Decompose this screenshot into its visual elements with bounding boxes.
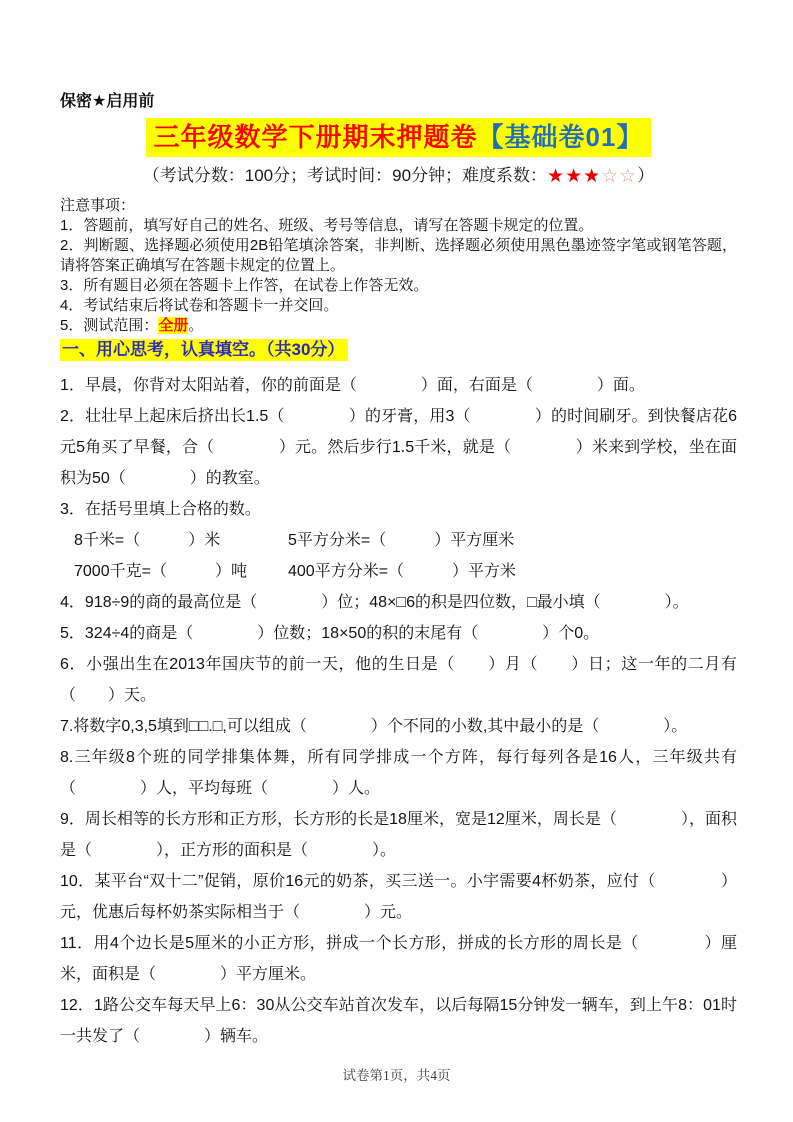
question-3-conversion-row-2 — [60, 556, 737, 587]
exam-info-line — [60, 164, 737, 189]
note-item-5-suffix: 。 — [188, 317, 204, 334]
note-item-5 — [60, 316, 737, 336]
question-3: 3．在括号里填上合格的数。 — [60, 501, 261, 518]
note-item-3: 3．所有题目必须在答题卡上作答，在试卷上作答无效。 — [60, 277, 429, 294]
exam-info-text: （考试分数：100分；考试时间：90分钟；难度系数： — [142, 166, 548, 185]
question-7: 7.将数字0,3,5填到□□.□,可以组成（ ）个不同的小数,其中最小的是（ ）。 — [60, 718, 688, 735]
note-item-4: 4．考试结束后将试卷和答题卡一并交回。 — [60, 297, 339, 314]
notes-section — [60, 196, 737, 336]
question-6: 6．小强出生在2013年国庆节的前一天，他的生日是（ ）月（ ）日；这一年的二月有（ ）天。 — [60, 656, 737, 704]
star-empty-icons: ☆☆ — [601, 166, 638, 187]
section-title: 一、用心思考，认真填空。（共30分） — [60, 339, 348, 361]
question-8: 8.三年级8个班的同学排集体舞，所有同学排成一个方阵，每行每列各是16人，三年级共有（ ）人，平均每班（ ）人。 — [60, 749, 737, 797]
question-2: 2．壮壮早上起床后挤出长1.5（ ）的牙膏，用3（ ）的时间刷牙。到快餐店花6元5角买了早餐，合（ ）元。然后步行1.5千米，就是（ ）米来到学校，坐在面积为50（ ）的教室。 — [60, 408, 737, 487]
question-3-conversion-row-1 — [60, 525, 737, 556]
page-number-text: 试卷第1页，共4页 — [342, 1068, 451, 1083]
question-12: 12．1路公交车每天早上6：30从公交车站首次发车，以后每隔15分钟发一辆车，到上午8：01时一共发了（ ）辆车。 — [60, 997, 737, 1045]
question-4: 4．918÷9的商的最高位是（ ）位；48×□6的积是四位数，□最小填（ ）。 — [60, 594, 689, 611]
scope-highlight: 全册 — [158, 317, 189, 334]
conversion-blank: 400平方分米=（ ）平方米 — [288, 563, 517, 580]
confidential-label: 保密★启用前 — [60, 93, 155, 110]
question-1: 1．早晨，你背对太阳站着，你的前面是（ ）面，右面是（ ）面。 — [60, 377, 645, 394]
note-item-5-prefix: 5．测试范围： — [60, 317, 159, 334]
title-main-text: 三年级数学下册期末押题卷 — [153, 122, 478, 152]
conversion-blank: 7000千克=（ ）吨 — [74, 563, 247, 580]
star-filled-icons: ★★★ — [547, 166, 602, 187]
notes-heading: 注意事项： — [60, 197, 136, 214]
title-volume-text: 【基础卷01】 — [477, 122, 644, 152]
section-header — [60, 339, 737, 361]
title-highlight — [146, 118, 652, 157]
page-title — [60, 118, 737, 157]
conversion-blank: 8千米=（ ）米 — [74, 532, 221, 549]
page-footer — [0, 1064, 793, 1084]
note-item-1: 1．答题前，填写好自己的姓名、班级、考号等信息，请写在答题卡规定的位置。 — [60, 217, 594, 234]
question-9: 9．周长相等的长方形和正方形，长方形的长是18厘米，宽是12厘米，周长是（ ），面积是（ ），正方形的面积是（ ）。 — [60, 811, 737, 859]
conversion-blank: 5平方分米=（ ）平方厘米 — [288, 532, 515, 549]
questions-list — [60, 370, 737, 1052]
question-11: 11．用4个边长是5厘米的小正方形，拼成一个长方形，拼成的长方形的周长是（ ）厘米，面积是（ ）平方厘米。 — [60, 935, 737, 983]
question-5: 5．324÷4的商是（ ）位数；18×50的积的末尾有（ ）个0。 — [60, 625, 600, 642]
question-10: 10．某平台“双十二”促销，原价16元的奶茶，买三送一。小宇需要4杯奶茶，应付（ ）元，优惠后每杯奶茶实际相当于（ ）元。 — [60, 873, 737, 921]
note-item-2: 2．判断题、选择题必须使用2B铅笔填涂答案，非判断、选择题必须使用黑色墨迹签字笔或钢笔答题，请将答案正确填写在答题卡规定的位置上。 — [60, 237, 737, 274]
exam-info-close-paren: ） — [637, 166, 655, 185]
